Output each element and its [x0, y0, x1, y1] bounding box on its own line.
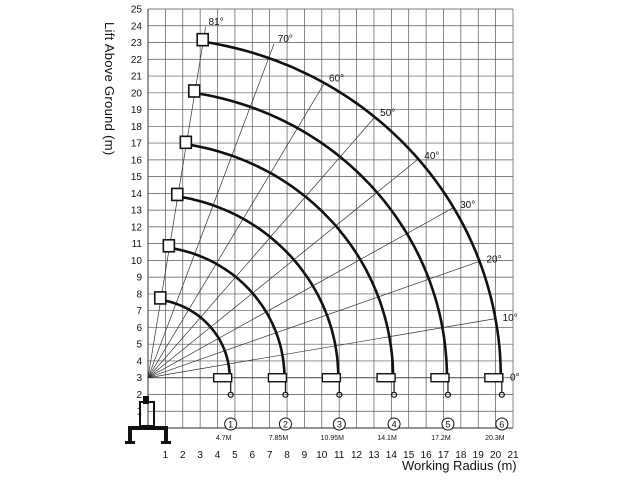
- y-tick-label: 1: [136, 406, 142, 418]
- y-tick-label: 11: [131, 239, 142, 251]
- y-tick-label: 3: [136, 373, 142, 385]
- radius-label: 14.1M: [377, 435, 397, 442]
- radius-label: 7.85M: [268, 435, 289, 442]
- boom-range-arcs: [155, 34, 505, 398]
- boom-section-markers: [216, 418, 508, 442]
- boom-tip-block: [214, 374, 232, 382]
- y-tick-label: 20: [130, 88, 142, 100]
- angle-label: 10°: [502, 312, 518, 324]
- section-number: 3: [336, 419, 342, 430]
- boom-head-icon: [155, 292, 166, 304]
- x-tick-label: 16: [420, 450, 432, 461]
- x-tick-label: 12: [351, 450, 363, 461]
- y-tick-label: 2: [136, 389, 142, 401]
- angle-line: [148, 27, 206, 378]
- angle-label: 0°: [510, 372, 520, 384]
- angle-label: 20°: [486, 254, 502, 266]
- boom-tip-block: [322, 374, 340, 382]
- boom-head-icon: [180, 136, 191, 148]
- y-tick-label: 6: [136, 322, 142, 334]
- y-tick-label: 19: [130, 105, 142, 117]
- boom-tip-block: [485, 374, 503, 382]
- x-tick-label: 17: [437, 450, 450, 461]
- section-number: 1: [228, 419, 234, 430]
- boom-tip-block: [268, 374, 286, 382]
- section-number: 6: [499, 419, 505, 430]
- x-tick-label: 4: [214, 450, 221, 461]
- boom-head-icon: [197, 34, 208, 46]
- x-tick-label: 19: [472, 450, 484, 461]
- section-number: 2: [282, 419, 288, 430]
- y-tick-label: 9: [136, 272, 142, 284]
- boom-arc: [195, 93, 447, 378]
- y-tick-label: 4: [136, 356, 142, 368]
- boom-head-icon: [189, 85, 200, 97]
- y-tick-label: 15: [130, 172, 142, 184]
- angle-label: 40°: [424, 150, 440, 162]
- angle-label: 50°: [380, 108, 396, 120]
- x-tick-label: 18: [455, 450, 467, 461]
- y-tick-label: 22: [130, 54, 142, 66]
- x-tick-label: 2: [179, 450, 186, 461]
- y-axis-label: Lift Above Ground (m): [102, 22, 117, 156]
- x-tick-label: 13: [368, 450, 380, 461]
- y-tick-label: 23: [130, 38, 142, 50]
- x-axis-label: Working Radius (m): [402, 458, 517, 473]
- x-tick-label: 11: [333, 450, 345, 461]
- radius-label: 10.95M: [320, 435, 345, 442]
- y-tick-label: 5: [136, 339, 142, 351]
- boom-tip-block: [377, 374, 395, 382]
- radius-label: 4.7M: [215, 435, 232, 442]
- x-tick-label: 6: [249, 450, 256, 461]
- radius-label: 20.3M: [485, 435, 505, 442]
- x-tick-label: 10: [316, 450, 328, 461]
- angle-label: 70°: [277, 34, 293, 46]
- y-tick-label: 24: [130, 21, 142, 33]
- boom-tip-block: [431, 374, 449, 382]
- y-tick-label: 13: [130, 205, 142, 217]
- x-tick-label: 3: [197, 450, 203, 461]
- section-number: 5: [445, 419, 451, 430]
- section-number: 4: [391, 419, 397, 430]
- boom-head-icon: [172, 188, 183, 200]
- x-tick-label: 14: [385, 450, 397, 461]
- x-tick-label: 9: [301, 450, 308, 461]
- y-tick-label: 8: [136, 289, 142, 301]
- y-tick-label: 16: [130, 155, 142, 167]
- x-tick-label: 1: [162, 450, 169, 461]
- x-tick-label: 7: [266, 450, 273, 461]
- angle-label: 60°: [329, 73, 345, 85]
- y-tick-label: 12: [130, 222, 142, 234]
- y-tick-label: 14: [130, 188, 142, 200]
- x-tick-label: 8: [284, 450, 290, 461]
- y-tick-label: 10: [130, 255, 142, 267]
- angle-label: 81°: [208, 16, 224, 28]
- angle-label: 30°: [460, 200, 476, 212]
- radius-label: 17.2M: [431, 435, 451, 442]
- y-tick-label: 17: [130, 138, 142, 150]
- y-tick-label: 21: [130, 71, 142, 83]
- x-tick-label: 20: [490, 450, 502, 461]
- y-tick-label: 7: [136, 306, 142, 318]
- x-tick-label: 21: [507, 450, 519, 461]
- x-tick-label: 5: [232, 450, 238, 461]
- y-tick-label: 25: [130, 4, 142, 16]
- x-tick-label: 15: [403, 450, 415, 461]
- boom-angle-lines: [148, 17, 520, 384]
- boom-head-icon: [163, 240, 174, 252]
- y-tick-label: 18: [130, 121, 142, 133]
